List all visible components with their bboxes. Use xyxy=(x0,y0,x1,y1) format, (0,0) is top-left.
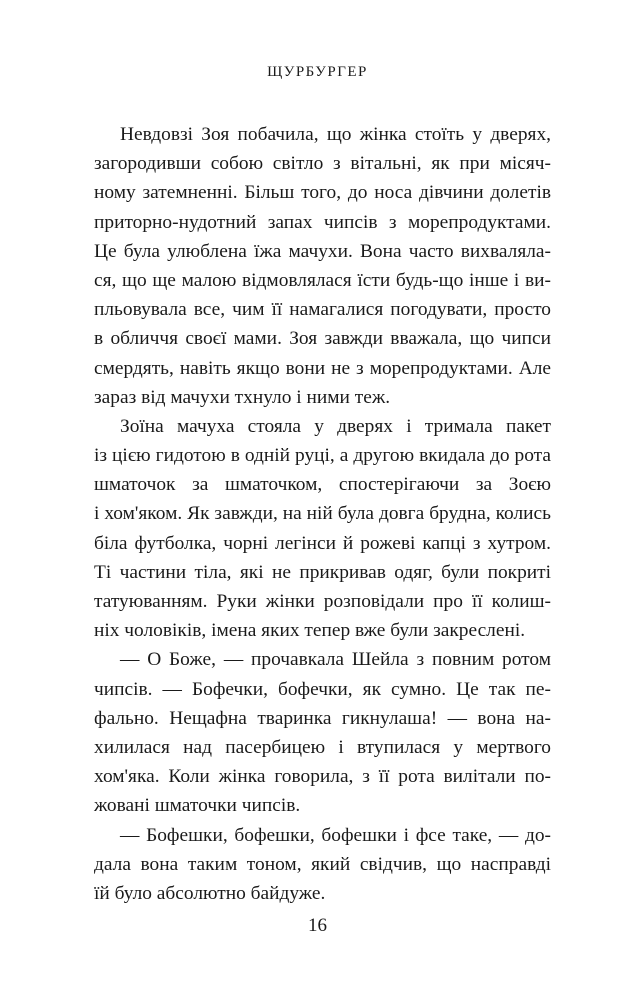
text-line: дала вона таким тоном, який свідчив, що насправді xyxy=(94,853,551,875)
text-line: чипсів. — Бофечки, бофечки, як сумно. Це так пе- xyxy=(94,678,551,700)
text-line: Це була улюблена їжа мачухи. Вона часто вихваляла- xyxy=(94,240,551,262)
text-line: ніх чоловіків, імена яких тепер вже були закреслені. xyxy=(94,620,526,642)
text-line: і хом'яком. Як завжди, на ній була довга брудна, колись xyxy=(94,503,551,525)
text-line: ся, що ще малою відмовлялася їсти будь-що інше і ви- xyxy=(94,269,551,291)
body-text xyxy=(94,120,551,908)
text-line: хом'яка. Коли жінка говорила, з її рота вилітали по- xyxy=(94,766,551,788)
text-line: жовані шматочки чипсів. xyxy=(94,795,301,817)
page-number: 16 xyxy=(308,915,327,936)
text-line: — Бофешки, бофешки, бофешки і фсе таке, — до- xyxy=(120,824,551,846)
text-line: із цією гидотою в одній руці, а другою вкидала до рота xyxy=(94,445,551,467)
text-line: загородивши собою світло з вітальні, як при місяч- xyxy=(94,153,551,175)
text-line: шматочок за шматочком, спостерігаючи за Зоєю xyxy=(94,474,551,496)
text-line: пльовувала все, чим її намагалися погодувати, просто xyxy=(94,299,551,321)
text-line: Зоїна мачуха стояла у дверях і тримала пакет xyxy=(120,415,551,437)
text-line: біла футболка, чорні легінси й рожеві капці з хутром. xyxy=(94,532,551,554)
text-line: смердять, навіть якщо вони не з морепродуктами. Але xyxy=(94,357,551,379)
text-line: Невдовзі Зоя побачила, що жінка стоїть у дверях, xyxy=(120,124,551,145)
text-line: зараз від мачухи тхнуло і ними теж. xyxy=(94,386,391,408)
text-line: в обличчя своєї мами. Зоя завжди вважала, що чипси xyxy=(94,328,551,350)
running-head: ЩУРБУРГЕР xyxy=(267,64,368,80)
text-line: їй було абсолютно байдуже. xyxy=(94,882,326,904)
text-line: ному затемненні. Більш того, до носа дівчини долетів xyxy=(94,182,551,204)
text-line: фально. Нещафна тваринка гикнулаша! — вона на- xyxy=(94,707,551,729)
text-line: приторно-нудотний запах чипсів з морепродуктами. xyxy=(94,211,551,233)
text-line: хилилася над пасербицею і втупилася у мертвого xyxy=(94,736,551,758)
text-line: татуюванням. Руки жінки розповідали про її колиш- xyxy=(94,591,551,612)
text-line: — О Боже, — прочавкала Шейла з повним ротом xyxy=(120,649,551,671)
text-line: Ті частини тіла, які не прикривав одяг, були покриті xyxy=(94,561,551,583)
